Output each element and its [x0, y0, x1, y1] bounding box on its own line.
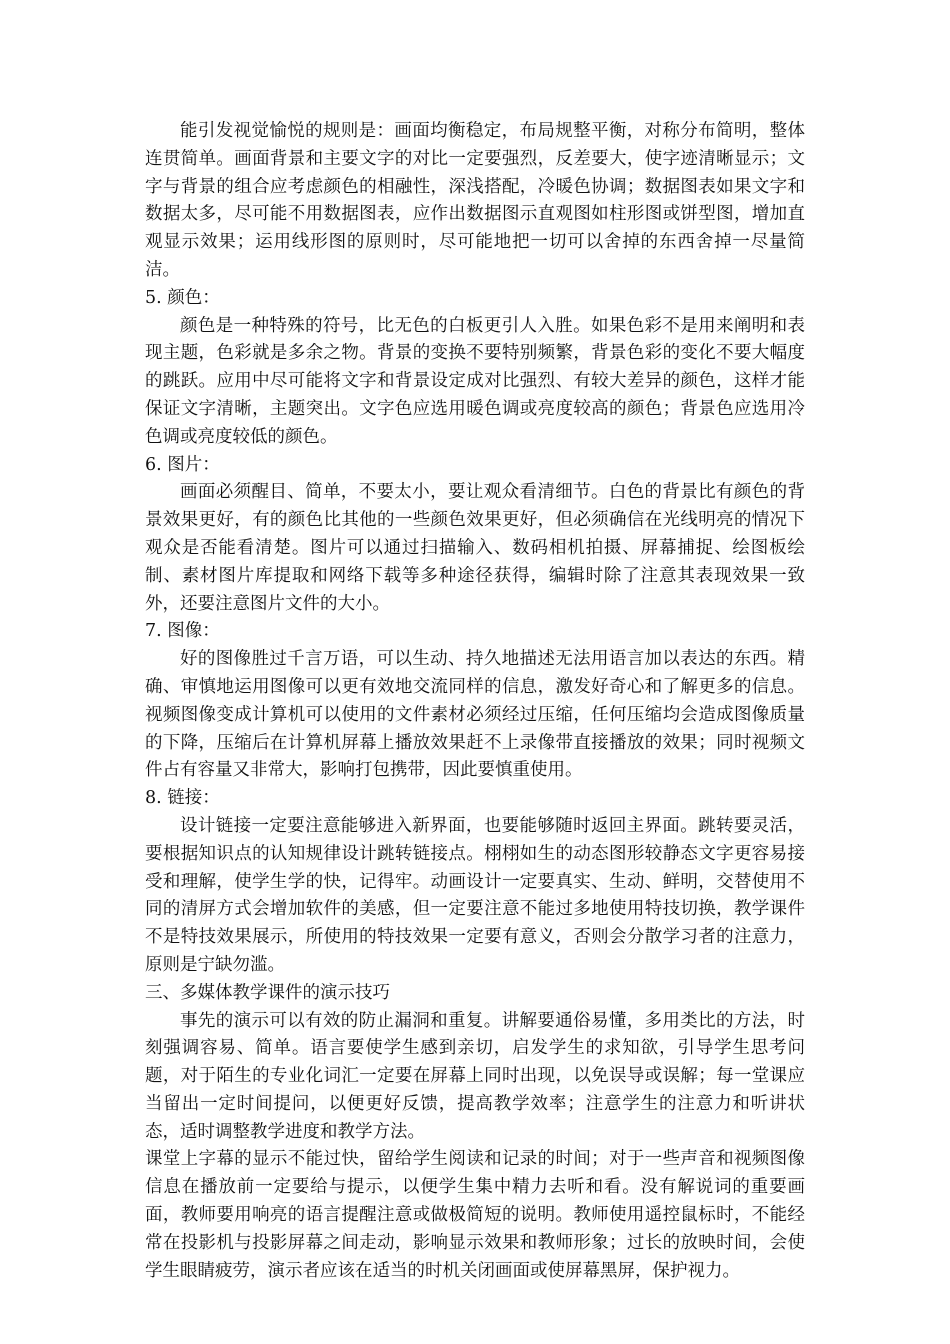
paragraph-presentation-prep: 事先的演示可以有效的防止漏洞和重复。讲解要通俗易懂，多用类比的方法，时刻强调容易、简单。语言要使学生感到亲切，启发学生的求知欲，引导学生思考问题，对于陌生的专业化词汇一定要在屏幕上同时出现，以免误导或误解；每一堂课应当留出一定时间提问，以便更好反馈，提高教学效率；注意学生的注意力和听讲状态，适时调整教学进度和教学方法。: [145, 1010, 805, 1142]
section-heading-presentation-tips: 三、多媒体教学课件的演示技巧: [145, 982, 390, 1003]
section-heading-images: 7. 图像：: [145, 621, 220, 642]
section-heading-color: 5. 颜色：: [145, 287, 220, 308]
paragraph-pictures: 画面必须醒目、简单，不要太小，要让观众看清细节。白色的背景比有颜色的背景效果更好，有的颜色比其他的一些颜色效果更好，但必须确信在光线明亮的情况下观众是否能看清楚。图片可以通过扫描输入、数码相机拍摄、屏幕捕捉、绘图板绘制、素材图片库提取和网络下载等多种途径获得，编辑时除了注意其表现效果一致外，还要注意图片文件的大小。: [145, 482, 805, 614]
section-heading-pictures: 6. 图片：: [145, 454, 220, 475]
document-body: [145, 118, 805, 1285]
paragraph-visual-rules: 能引发视觉愉悦的规则是：画面均衡稳定，布局规整平衡，对称分布简明，整体连贯简单。画面背景和主要文字的对比一定要强烈，反差要大，使字迹清晰显示；文字与背景的组合应考虑颜色的相融性，深浅搭配，冷暖色协调；数据图表如果文字和数据太多，尽可能不用数据图表，应作出数据图示直观图如柱形图或饼型图，增加直观显示效果；运用线形图的原则时，尽可能地把一切可以舍掉的东西舍掉一尽量简洁。: [145, 121, 805, 280]
paragraph-classroom-display: 课堂上字幕的显示不能过快，留给学生阅读和记录的时间；对于一些声音和视频图像信息在播放前一定要给与提示，以便学生集中精力去听和看。没有解说词的重要画面，教师要用响亮的语言提醒注意或做极简短的说明。教师使用遥控鼠标时，不能经常在投影机与投影屏幕之间走动，影响显示效果和教师形象；过长的放映时间，会使学生眼睛疲劳，演示者应该在适当的时机关闭画面或使屏幕黑屏，保护视力。: [145, 1149, 805, 1281]
paragraph-images: 好的图像胜过千言万语，可以生动、持久地描述无法用语言加以表达的东西。精确、审慎地运用图像可以更有效地交流同样的信息，激发好奇心和了解更多的信息。视频图像变成计算机可以使用的文件素材必须经过压缩，任何压缩均会造成图像质量的下降，压缩后在计算机屏幕上播放效果赶不上录像带直接播放的效果；同时视频文件占有容量又非常大，影响打包携带，因此要慎重使用。: [145, 649, 805, 781]
section-heading-links: 8. 链接：: [145, 788, 220, 809]
paragraph-links: 设计链接一定要注意能够进入新界面，也要能够随时返回主界面。跳转要灵活，要根据知识点的认知规律设计跳转链接点。栩栩如生的动态图形较静态文字更容易接受和理解，使学生学的快，记得牢。动画设计一定要真实、生动、鲜明，交替使用不同的清屏方式会增加软件的美感，但一定要注意不能过多地使用特技切换，教学课件不是特技效果展示，所使用的特技效果一定要有意义，否则会分散学习者的注意力，原则是宁缺勿滥。: [145, 815, 805, 975]
paragraph-color: 颜色是一种特殊的符号，比无色的白板更引人入胜。如果色彩不是用来阐明和表现主题，色彩就是多余之物。背景的变换不要特别频繁，背景色彩的变化不要大幅度的跳跃。应用中尽可能将文字和背景设定成对比强烈、有较大差异的颜色，这样才能保证文字清晰，主题突出。文字色应选用暖色调或亮度较高的颜色；背景色应选用冷色调或亮度较低的颜色。: [145, 315, 805, 447]
